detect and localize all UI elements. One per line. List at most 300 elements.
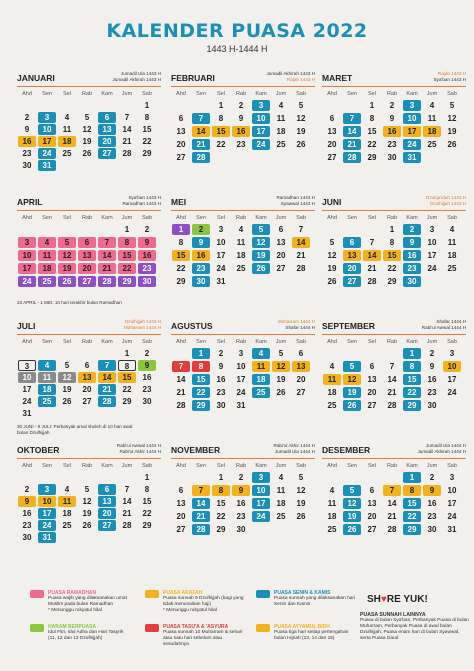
date-cell: 18 [38, 384, 56, 395]
date-cell: 26 [276, 388, 286, 397]
date-cell: 24 [38, 520, 56, 531]
weekday-label: Kam [101, 463, 113, 469]
date-cell: 23 [22, 149, 32, 158]
hijri-month: Dzulqa'idah 1443 H [426, 195, 466, 200]
hijri-month: Sya'ban 1443 H [433, 77, 466, 82]
date-cell: 22 [118, 263, 136, 274]
date-cell: 27 [78, 276, 96, 287]
legend-title: PUASA SENIN & KAMIS [274, 590, 331, 596]
date-cell: 2 [238, 473, 244, 482]
date-cell: 25 [427, 140, 437, 149]
date-cell: 8 [118, 360, 136, 371]
date-cell: 26 [327, 277, 337, 286]
date-cell: 15 [403, 374, 421, 385]
date-cell: 28 [98, 276, 116, 287]
legend-swatch [30, 590, 44, 598]
date-cell: 8 [212, 485, 230, 496]
date-cell: 6 [178, 114, 184, 123]
date-cell: 15 [216, 499, 226, 508]
date-cell: 3 [252, 100, 270, 111]
date-cell: 7 [192, 113, 210, 124]
legend-title: PUASA TASU'A & 'ASYURA [163, 624, 229, 630]
date-cell: 27 [296, 388, 306, 397]
weekday-row [322, 459, 466, 472]
share-text-b: RE YUK! [386, 594, 428, 605]
date-cell: 13 [176, 499, 186, 508]
weekday-row [171, 87, 315, 100]
date-cell: 1 [403, 348, 421, 359]
date-cell: 30 [192, 276, 210, 287]
date-cell: 16 [236, 499, 246, 508]
date-cell: 6 [369, 362, 375, 371]
legend-title: HARAM BERPUASA [48, 624, 97, 630]
date-cell: 4 [429, 101, 435, 110]
hijri-month: Dzulhijjah 1443 H [124, 319, 161, 324]
other-fasting-title: PUASA SUNNAH LAINNYA [360, 612, 426, 618]
weekday-label: Jum [275, 339, 287, 345]
date-cell: 28 [343, 152, 361, 163]
date-grid [171, 100, 315, 182]
date-cell: 25 [327, 525, 337, 534]
month-juli [17, 318, 161, 433]
month-header [322, 70, 466, 87]
weekday-label: Ahd [22, 91, 32, 97]
date-cell: 9 [138, 237, 156, 248]
date-cell: 12 [296, 486, 306, 495]
date-cell: 15 [383, 250, 401, 261]
hijri-months [112, 71, 161, 83]
date-cell: 22 [403, 511, 421, 522]
weekday-label: Ahd [327, 91, 337, 97]
legend-footnote: * Menunggu rukyatul hilal [48, 608, 102, 613]
date-cell: 28 [192, 152, 210, 163]
month-header [171, 70, 315, 87]
date-cell: 22 [122, 385, 132, 394]
date-cell: 4 [278, 101, 284, 110]
date-cell: 6 [298, 349, 304, 358]
date-cell: 7 [124, 485, 130, 494]
date-cell: 18 [327, 512, 337, 521]
hijri-month: Rabi'ul Akhir 1444 H [119, 449, 161, 454]
date-cell: 16 [216, 375, 226, 384]
weekday-label: Rab [386, 339, 398, 345]
date-cell: 13 [98, 496, 116, 507]
hijri-month: Ramadhan 1443 H [122, 201, 161, 206]
date-grid [322, 224, 466, 306]
date-cell: 29 [142, 149, 152, 158]
weekday-label: Kam [255, 339, 267, 345]
month-name: APRIL [17, 197, 43, 207]
date-cell: 13 [367, 499, 377, 508]
weekday-label: Jum [426, 339, 438, 345]
weekday-label: Jum [275, 463, 287, 469]
date-cell: 15 [142, 497, 152, 506]
date-cell: 10 [236, 362, 246, 371]
date-cell: 9 [18, 496, 36, 507]
date-cell: 21 [176, 388, 186, 397]
date-cell: 16 [138, 250, 156, 261]
date-cell: 18 [327, 388, 337, 397]
weekday-label: Kam [101, 339, 113, 345]
date-cell: 20 [276, 251, 286, 260]
legend-swatch [145, 590, 159, 598]
date-cell: 23 [192, 263, 210, 274]
date-cell: 18 [38, 263, 56, 274]
date-cell: 14 [363, 250, 381, 261]
date-cell: 14 [387, 499, 397, 508]
date-cell: 2 [192, 224, 210, 235]
date-cell: 17 [22, 385, 32, 394]
date-cell: 8 [144, 485, 150, 494]
date-cell: 11 [276, 114, 286, 123]
hijri-months [266, 71, 315, 83]
date-cell: 3 [18, 237, 36, 248]
date-cell: 12 [343, 498, 361, 509]
date-cell: 7 [98, 237, 116, 248]
date-cell: 28 [122, 149, 132, 158]
date-cell: 15 [142, 125, 152, 134]
weekday-label: Kam [101, 215, 113, 221]
date-cell: 24 [236, 388, 246, 397]
weekday-label: Sen [196, 91, 206, 97]
date-cell: 11 [38, 250, 56, 261]
weekday-label: Sab [296, 463, 306, 469]
date-cell: 4 [278, 473, 284, 482]
month-name: DESEMBER [322, 445, 371, 455]
date-cell: 1 [389, 225, 395, 234]
date-cell: 16 [427, 375, 437, 384]
hijri-months [276, 195, 315, 207]
date-cell: 31 [236, 401, 246, 410]
hijri-months [274, 443, 315, 455]
date-cell: 24 [447, 388, 457, 397]
weekday-label: Sel [217, 339, 225, 345]
weekday-label: Sen [42, 91, 52, 97]
date-cell: 26 [58, 276, 76, 287]
date-cell: 6 [369, 486, 375, 495]
date-cell: 8 [144, 113, 150, 122]
date-cell: 26 [82, 149, 92, 158]
month-desember [322, 442, 466, 557]
date-cell: 3 [218, 225, 224, 234]
date-cell: 6 [178, 486, 184, 495]
weekday-label: Sen [347, 91, 357, 97]
date-cell: 1 [172, 224, 190, 235]
date-cell: 12 [58, 250, 76, 261]
date-cell: 21 [122, 137, 132, 146]
legend-item [30, 624, 130, 642]
date-cell: 8 [178, 238, 184, 247]
date-cell: 19 [327, 264, 337, 273]
legend-desc: Idul Fitri, Idul Adha dan Hari Tasyrik (11, 12 dan 13 Dzulhijjah) [48, 630, 124, 641]
date-cell: 1 [124, 349, 130, 358]
date-cell: 11 [427, 114, 437, 123]
weekday-label: Sel [63, 91, 71, 97]
date-cell: 29 [142, 521, 152, 530]
date-cell: 11 [276, 486, 286, 495]
date-cell: 1 [144, 101, 150, 110]
date-cell: 17 [252, 126, 270, 137]
date-cell: 15 [212, 126, 230, 137]
date-cell: 30 [22, 533, 32, 542]
date-cell: 19 [62, 385, 72, 394]
date-cell: 29 [122, 397, 132, 406]
date-cell: 10 [443, 361, 461, 372]
date-cell: 11 [327, 499, 337, 508]
date-grid [171, 348, 315, 430]
date-cell: 20 [176, 140, 186, 149]
weekday-label: Kam [406, 463, 418, 469]
month-september [322, 318, 466, 433]
date-cell: 30 [427, 525, 437, 534]
date-cell: 26 [296, 140, 306, 149]
weekday-label: Jum [121, 91, 133, 97]
weekday-label: Rab [81, 463, 93, 469]
weekday-label: Kam [406, 215, 418, 221]
date-cell: 23 [427, 388, 437, 397]
date-cell: 4 [38, 360, 56, 371]
legend-desc: Puasa wajib yang dilaksanakan umat Muslim pada bulan Ramadhan [48, 596, 127, 607]
month-header [171, 318, 315, 335]
date-cell: 24 [252, 139, 270, 150]
date-cell: 24 [427, 264, 437, 273]
weekday-row [171, 459, 315, 472]
date-cell: 5 [84, 113, 90, 122]
date-cell: 15 [403, 498, 421, 509]
date-cell: 7 [383, 485, 401, 496]
date-cell: 19 [252, 250, 270, 261]
date-cell: 31 [22, 409, 32, 418]
date-cell: 19 [58, 263, 76, 274]
month-header [17, 318, 161, 335]
other-fasting-desc: Puasa di bulan Sya'ban, Perbanyak Puasa di bulan Muharram, Perbanyak Puasa di awal bulan Dzulhijjah, Puasa enam hari di bulan Syawwal, serta Puasa Daud [360, 618, 469, 641]
month-header [17, 442, 161, 459]
date-cell: 1 [218, 101, 224, 110]
weekday-label: Jum [121, 339, 133, 345]
month-header [322, 442, 466, 459]
date-cell: 20 [98, 136, 116, 147]
date-cell: 6 [329, 114, 335, 123]
month-name: FEBRUARI [171, 73, 215, 83]
date-cell: 18 [252, 374, 270, 385]
date-cell: 21 [387, 388, 397, 397]
date-cell: 22 [387, 264, 397, 273]
date-cell: 18 [276, 499, 286, 508]
legend-item [145, 590, 245, 614]
date-cell: 11 [38, 372, 56, 383]
date-cell: 13 [98, 124, 116, 135]
date-cell: 4 [329, 362, 335, 371]
date-cell: 12 [296, 114, 306, 123]
date-cell: 5 [58, 237, 76, 248]
weekday-label: Rab [235, 91, 247, 97]
hijri-month: Muharram 1444 H [277, 319, 315, 324]
month-name: NOVEMBER [171, 445, 221, 455]
date-cell: 21 [98, 263, 116, 274]
date-cell: 3 [18, 360, 36, 371]
date-cell: 6 [278, 225, 284, 234]
date-cell: 27 [98, 148, 116, 159]
date-cell: 3 [38, 484, 56, 495]
date-cell: 21 [343, 139, 361, 150]
legend-desc: Puasa tiga hari setiap pertengahan bulan Hijriah (13, 14 dan 15) [274, 630, 349, 641]
weekday-label: Sen [196, 215, 206, 221]
date-cell: 2 [238, 101, 244, 110]
date-cell: 26 [343, 524, 361, 535]
weekday-label: Ahd [327, 463, 337, 469]
legend-item [30, 590, 130, 614]
date-cell: 20 [296, 375, 306, 384]
hijri-month: Ramadhan 1443 H [276, 195, 315, 200]
hijri-month: Sya'ban 1443 H [128, 195, 161, 200]
date-cell: 27 [98, 520, 116, 531]
date-cell: 20 [78, 263, 96, 274]
date-cell: 3 [238, 349, 244, 358]
weekday-label: Sab [142, 215, 152, 221]
date-cell: 27 [176, 153, 186, 162]
legend-swatch [256, 624, 270, 632]
date-cell: 13 [176, 127, 186, 136]
weekday-label: Sab [447, 215, 457, 221]
date-cell: 29 [387, 277, 397, 286]
date-cell: 14 [292, 237, 310, 248]
weekday-row [17, 335, 161, 348]
date-cell: 29 [367, 153, 377, 162]
legend-title: PUASA AYYAMUL BIDH [274, 624, 330, 630]
date-cell: 16 [22, 509, 32, 518]
date-cell: 4 [238, 225, 244, 234]
date-cell: 23 [138, 263, 156, 274]
month-februari [171, 70, 315, 185]
date-cell: 18 [58, 136, 76, 147]
hijri-month: Rabi'ul Awwal 1444 H [421, 325, 466, 330]
month-header [171, 442, 315, 459]
date-cell: 18 [423, 126, 441, 137]
date-cell: 14 [343, 126, 361, 137]
date-cell: 17 [236, 375, 246, 384]
hijri-month: Jumadil Akhirah 1443 H [266, 71, 315, 76]
other-fasting-note [360, 612, 470, 642]
date-cell: 25 [62, 521, 72, 530]
date-cell: 24 [38, 148, 56, 159]
date-cell: 11 [58, 496, 76, 507]
hijri-month: Dzulhijjah 1443 H [429, 201, 466, 206]
date-cell: 22 [403, 387, 421, 398]
weekday-label: Ahd [176, 215, 186, 221]
date-cell: 4 [329, 486, 335, 495]
date-cell: 5 [252, 224, 270, 235]
month-header [322, 318, 466, 335]
legend-title: PUASA RAMADHAN [48, 590, 97, 596]
month-note: 30 JUNI - 9 JULI: Perbanyak amal sholeh di 10 hari awal bulan Dzulhijjah [17, 424, 133, 435]
hijri-month: Jumadil Akhirah 1444 H [417, 449, 466, 454]
legend-desc: Puasa sunnah 9 Dzulhijjah (bagi yang tidak menunaikan haji) [163, 596, 244, 607]
date-cell: 1 [192, 348, 210, 359]
date-cell: 30 [216, 401, 226, 410]
date-cell: 8 [389, 238, 395, 247]
date-cell: 10 [18, 372, 36, 383]
month-mei [171, 194, 315, 309]
month-name: MARET [322, 73, 353, 83]
date-cell: 28 [192, 524, 210, 535]
date-cell: 22 [142, 137, 152, 146]
date-cell: 6 [84, 361, 90, 370]
weekday-label: Ahd [22, 339, 32, 345]
month-header [17, 194, 161, 211]
date-cell: 5 [343, 361, 361, 372]
hijri-months [422, 319, 466, 331]
legend-title: PUASA ARAFAH [163, 590, 203, 596]
weekday-label: Jum [275, 91, 287, 97]
date-cell: 9 [238, 114, 244, 123]
date-cell: 4 [252, 348, 270, 359]
weekday-label: Rab [81, 339, 93, 345]
date-cell: 7 [389, 362, 395, 371]
month-name: MEI [171, 197, 187, 207]
date-cell: 1 [144, 473, 150, 482]
weekday-row [171, 335, 315, 348]
date-cell: 16 [403, 250, 421, 261]
date-cell: 19 [82, 509, 92, 518]
date-cell: 21 [192, 511, 210, 522]
weekday-label: Sel [368, 463, 376, 469]
weekday-label: Jum [275, 215, 287, 221]
date-cell: 21 [192, 139, 210, 150]
date-cell: 26 [252, 263, 270, 274]
date-cell: 22 [367, 140, 377, 149]
date-cell: 17 [403, 126, 421, 137]
date-cell: 4 [64, 113, 70, 122]
weekday-label: Sab [296, 215, 306, 221]
weekday-label: Sel [63, 463, 71, 469]
date-cell: 26 [343, 400, 361, 411]
date-cell: 19 [343, 511, 361, 522]
weekday-label: Sab [142, 463, 152, 469]
legend-swatch [256, 590, 270, 598]
date-cell: 6 [343, 237, 361, 248]
date-cell: 12 [272, 361, 290, 372]
date-cell: 31 [447, 525, 457, 534]
weekday-label: Sen [42, 215, 52, 221]
weekday-label: Sel [217, 91, 225, 97]
date-cell: 26 [82, 521, 92, 530]
date-cell: 12 [58, 372, 76, 383]
weekday-label: Kam [255, 91, 267, 97]
date-cell: 6 [98, 484, 116, 495]
weekday-label: Sab [142, 339, 152, 345]
date-cell: 30 [387, 153, 397, 162]
month-name: JUNI [322, 197, 342, 207]
date-cell: 11 [447, 238, 457, 247]
hijri-month: Rabi'ul Akhir 1444 H [273, 443, 315, 448]
date-cell: 27 [343, 276, 361, 287]
date-grid [17, 224, 161, 306]
weekday-label: Sen [347, 463, 357, 469]
date-cell: 13 [78, 250, 96, 261]
weekday-label: Rab [235, 339, 247, 345]
date-cell: 20 [367, 512, 377, 521]
date-cell: 2 [389, 101, 395, 110]
date-cell: 8 [192, 361, 210, 372]
hijri-month: Jumadil Ula 1444 H [425, 443, 466, 448]
weekday-label: Sab [296, 91, 306, 97]
date-cell: 27 [367, 401, 377, 410]
date-cell: 16 [427, 499, 437, 508]
date-cell: 6 [78, 237, 96, 248]
month-oktober [17, 442, 161, 557]
date-cell: 29 [118, 276, 136, 287]
date-cell: 25 [276, 140, 286, 149]
